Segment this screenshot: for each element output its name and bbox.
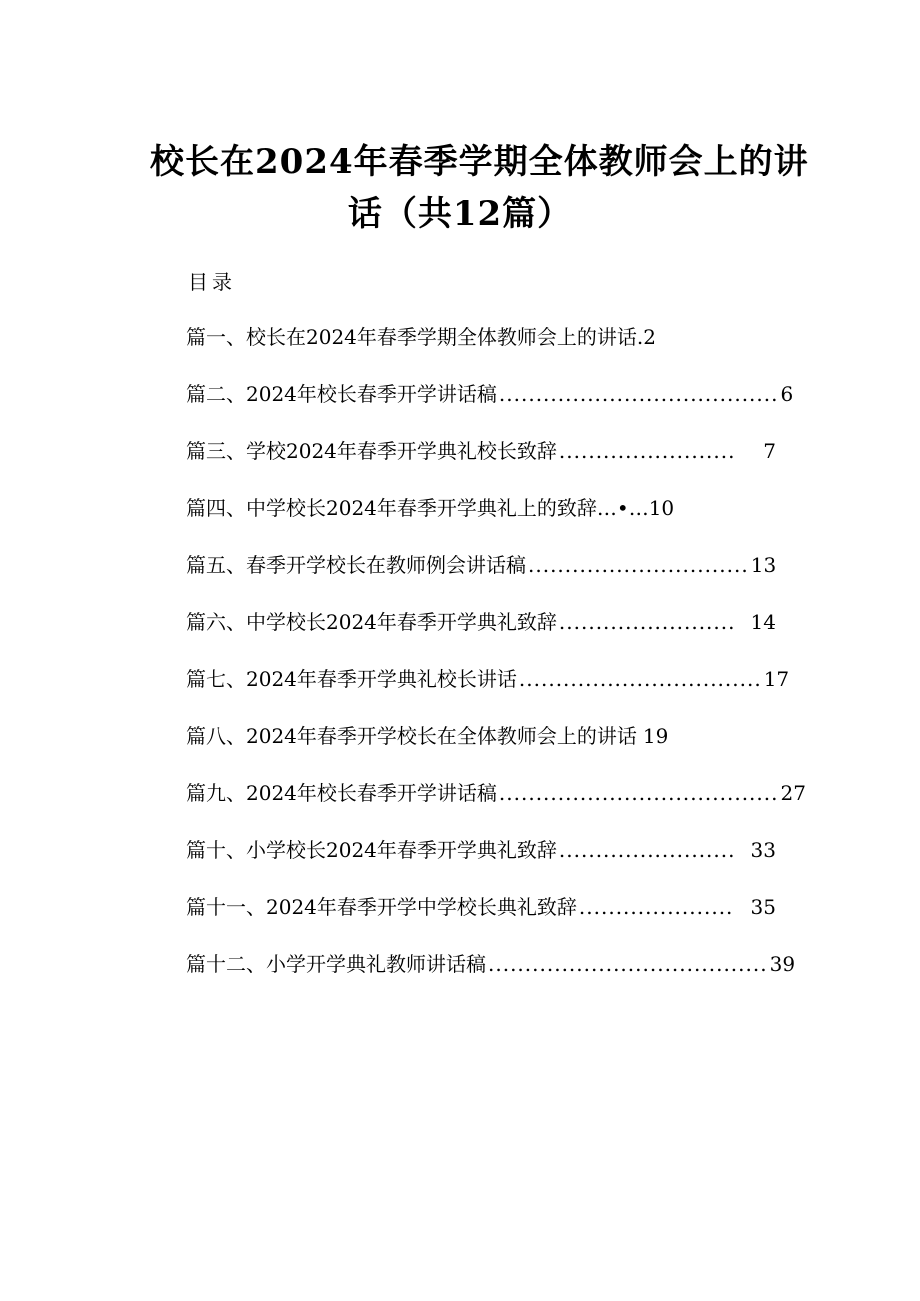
toc-entry-page: 7: [763, 439, 776, 463]
toc-entry-12[interactable]: [186, 949, 796, 1006]
toc-entry-page: 27: [780, 781, 806, 805]
table-of-contents: [186, 322, 806, 1006]
toc-entry-leader: ........................: [558, 838, 736, 862]
document-title: [150, 136, 809, 240]
toc-entry-leader: .................................: [518, 667, 762, 691]
toc-entry-label: 篇六、中学校长2024年春季开学典礼致辞: [186, 610, 557, 634]
toc-entry-page: 33: [750, 838, 776, 862]
toc-entry-label: 篇十二、小学开学典礼教师讲话稿: [186, 952, 486, 976]
toc-entry-leader: .....................: [578, 895, 734, 919]
toc-entry-label: 篇一、校长在2024年春季学期全体教师会上的讲话.: [186, 325, 644, 349]
toc-entry-page: 35: [750, 895, 776, 919]
toc-entry-2[interactable]: [186, 379, 794, 436]
toc-entry-label: 篇十、小学校长2024年春季开学典礼致辞: [186, 838, 557, 862]
toc-entry-leader: ........................: [558, 610, 736, 634]
toc-entry-label: 篇四、中学校长2024年春季开学典礼上的致辞: [186, 496, 597, 520]
toc-entry-leader: ......................................: [498, 781, 779, 805]
toc-entry-label: 篇三、学校2024年春季开学典礼校长致辞: [186, 439, 557, 463]
toc-entry-1[interactable]: [186, 322, 776, 379]
toc-heading: 目录: [188, 270, 236, 294]
toc-entry-8[interactable]: [186, 721, 776, 778]
toc-entry-page: 6: [780, 382, 794, 406]
toc-entry-label: 篇十一、2024年春季开学中学校长典礼致辞: [186, 895, 577, 919]
title-line-2: 话（共12篇）: [347, 194, 573, 234]
toc-entry-leader: ..............................: [528, 553, 749, 577]
title-line-1: 校长在2024年春季学期全体教师会上的讲: [150, 142, 809, 182]
toc-entry-leader: …•…: [596, 496, 649, 520]
toc-entry-page: 39: [769, 952, 796, 976]
toc-entry-6[interactable]: [186, 607, 776, 664]
toc-entry-page: 2: [643, 325, 656, 349]
toc-entry-11[interactable]: [186, 892, 776, 949]
toc-entry-page: 13: [750, 553, 777, 577]
toc-entry-page: 14: [750, 610, 776, 634]
toc-entry-page: 19: [642, 724, 669, 748]
toc-entry-leader: ......................................: [488, 952, 768, 976]
toc-entry-3[interactable]: [186, 436, 776, 493]
toc-entry-leader: ........................: [558, 439, 736, 463]
toc-entry-label: 篇五、春季开学校长在教师例会讲话稿: [186, 553, 526, 577]
toc-entry-4[interactable]: [186, 493, 776, 550]
toc-entry-7[interactable]: [186, 664, 790, 721]
toc-entry-leader: ......................................: [498, 382, 779, 406]
toc-entry-label: 篇二、2024年校长春季开学讲话稿: [186, 382, 497, 406]
toc-entry-page: 17: [763, 667, 790, 691]
toc-entry-label: 篇九、2024年校长春季开学讲话稿: [186, 781, 497, 805]
toc-entry-label: 篇八、2024年春季开学校长在全体教师会上的讲话: [186, 724, 637, 748]
toc-entry-10[interactable]: [186, 835, 776, 892]
toc-entry-9[interactable]: [186, 778, 806, 835]
toc-entry-page: 10: [648, 496, 675, 520]
toc-entry-label: 篇七、2024年春季开学典礼校长讲话: [186, 667, 517, 691]
toc-entry-5[interactable]: [186, 550, 776, 607]
